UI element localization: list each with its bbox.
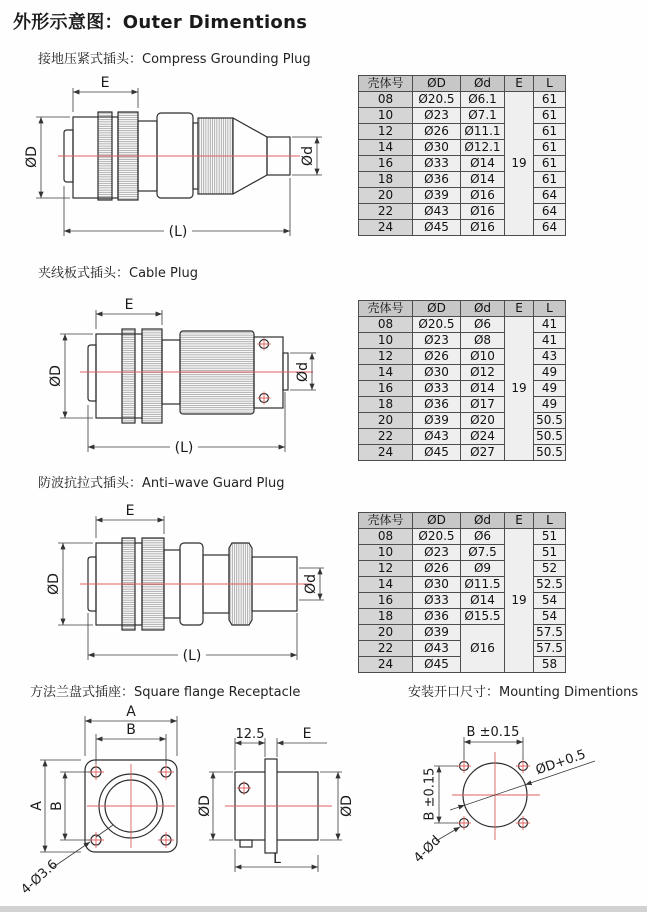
section-heading-antiwave: 防波抗拉式插头：Anti–wave Guard Plug [38,476,285,491]
table-header-cell: 壳体号 [359,301,413,317]
table-cell: Ø14 [461,172,505,188]
table-row [359,593,566,609]
table-cell: 19 [505,92,534,236]
table-cell: Ø24 [461,429,505,445]
table-row [359,561,566,577]
table-cell: Ø27 [461,445,505,461]
table-cell: 41 [534,333,566,349]
table-row [359,108,566,124]
table-cell: 49 [534,365,566,381]
table-header-cell: E [505,76,534,92]
table-cell: Ø7.1 [461,108,505,124]
table-header-cell: Ød [461,513,505,529]
dim-label-d: ØD+0.5 [533,747,588,779]
table-row [359,188,566,204]
table-row [359,317,566,333]
table-cell: Ø11.5 [461,577,505,593]
table-cell: Ø16 [461,188,505,204]
dim-label-d-left: ØD [197,795,213,817]
table-cell: 19 [505,529,534,673]
table-cell: 50.5 [534,413,566,429]
antiwave-plug-dimensions [58,516,324,660]
table-cell: Ø16 [461,625,505,673]
table-cell: 18 [359,172,413,188]
table-row [359,204,566,220]
table-cell: 12 [359,124,413,140]
table-cell: Ø43 [413,641,461,657]
mounting-drawing [400,700,647,910]
table-cell: Ø30 [413,577,461,593]
dim-label-mount-holes: 4-Ø3.6 [18,857,61,898]
cable-plug-drawing [20,290,350,465]
table-row [359,92,566,108]
table-header-cell: E [505,513,534,529]
table-cell: 61 [534,108,566,124]
table-cell: 50.5 [534,445,566,461]
table-cell: Ø14 [461,156,505,172]
table-row [359,140,566,156]
page-title: 外形示意图：Outer Dimentions [13,12,308,33]
table-cell: Ø26 [413,124,461,140]
table-cell: Ø20 [461,413,505,429]
table-cell: 24 [359,220,413,236]
dim-label-d-outer: ØD [48,365,64,387]
table-cell: 61 [534,140,566,156]
table-cell: 20 [359,625,413,641]
table-cell: 16 [359,381,413,397]
dim-label-d-inner: Ød [295,362,311,382]
table-cell: 08 [359,92,413,108]
table-cell: Ø14 [461,381,505,397]
table-cell: 19 [505,317,534,461]
table-row [359,413,566,429]
section-heading-mounting: 安装开口尺寸：Mounting Dimentions [408,685,639,700]
table-cell: 20 [359,413,413,429]
table-cell: 16 [359,593,413,609]
table-header-cell: E [505,301,534,317]
table-cell: Ø39 [413,188,461,204]
table-cell: Ø26 [413,561,461,577]
table-cell: 24 [359,445,413,461]
dim-label-e: E [302,726,312,742]
table-cell: Ø11.1 [461,124,505,140]
dim-label-l: L [273,851,281,867]
section-heading-flange: 方法兰盘式插座：Square flange Receptacle [30,685,301,700]
dim-label-holes: 4-Ød [411,833,444,866]
table-cell: 18 [359,397,413,413]
dim-label-a-left: A [29,801,45,811]
table-header-cell: 壳体号 [359,513,413,529]
table-cell: 14 [359,365,413,381]
table-cell: 14 [359,140,413,156]
table-cell: 57.5 [534,625,566,641]
table-cell: Ø8 [461,333,505,349]
table-cell: 64 [534,220,566,236]
table-cell: 64 [534,188,566,204]
table-cell: Ø43 [413,429,461,445]
flange-front-centerlines [87,764,175,848]
dim-label-l: (L) [168,224,188,240]
table-cell: 14 [359,577,413,593]
table-cell: 61 [534,156,566,172]
table-cell: Ø39 [413,625,461,641]
section-heading-compress: 接地压紧式插头：Compress Grounding Plug [38,52,311,67]
compress-plug-dimensions [36,88,322,236]
dim-label-d-outer: ØD [46,573,62,595]
table-cell: Ø17 [461,397,505,413]
flange-side-drawing [195,700,395,910]
table-cell: 24 [359,657,413,673]
table-cell: Ø33 [413,381,461,397]
table-cell: 57.5 [534,641,566,657]
table-header-cell: ØD [413,301,461,317]
table-cell: 22 [359,204,413,220]
table-row [359,172,566,188]
table-cell: 16 [359,156,413,172]
dim-label-d-inner: Ød [300,146,316,166]
table-cell: 54 [534,593,566,609]
table-cell: Ø39 [413,413,461,429]
table-cell: 54 [534,609,566,625]
dim-label-d-inner: Ød [303,574,319,594]
table-header-cell: Ød [461,301,505,317]
table-cell: 20 [359,188,413,204]
table-header-cell: Ød [461,76,505,92]
table-cell: Ø6.1 [461,92,505,108]
table-cell: Ø30 [413,365,461,381]
table-cell: Ø36 [413,609,461,625]
table-cell: Ø23 [413,108,461,124]
table-cell: Ø23 [413,545,461,561]
dim-label-b-left: B [49,801,65,811]
table-cell: 51 [534,529,566,545]
table-cell: 61 [534,124,566,140]
mounting-outline [460,762,528,828]
table-header-cell: ØD [413,76,461,92]
dim-label-e: E [125,503,135,519]
table-cell: Ø12 [461,365,505,381]
table-cell: Ø26 [413,349,461,365]
table-header-cell: L [534,513,566,529]
table-cell: 58 [534,657,566,673]
table-cell: Ø30 [413,140,461,156]
table-cell: Ø45 [413,657,461,673]
compress-table [358,75,566,236]
table-cell: 18 [359,609,413,625]
table-row [359,333,566,349]
table-cell: Ø33 [413,593,461,609]
dim-label-b-top: B ±0.15 [466,725,520,740]
table-cell: Ø7.5 [461,545,505,561]
table-cell: 61 [534,172,566,188]
dim-label-e: E [100,75,110,91]
table-cell: 12 [359,349,413,365]
antiwave-plug-drawing [20,500,350,680]
table-row [359,625,566,641]
table-cell: Ø23 [413,333,461,349]
table-cell: 41 [534,317,566,333]
table-cell: Ø36 [413,397,461,413]
table-cell: 12 [359,561,413,577]
dim-label-offset: 12.5 [235,727,265,742]
table-cell: Ø6 [461,317,505,333]
cable-plug-outline [88,329,288,423]
table-cell: Ø45 [413,445,461,461]
dim-label-l: (L) [174,440,194,456]
dim-label-a-top: A [126,704,136,720]
dim-label-d-right: ØD [339,795,355,817]
table-cell: 10 [359,545,413,561]
table-cell: Ø16 [461,220,505,236]
table-cell: Ø14 [461,593,505,609]
dim-label-e: E [124,297,134,313]
table-row [359,156,566,172]
table-cell: 50.5 [534,429,566,445]
table-cell: Ø6 [461,529,505,545]
cable-table [358,300,566,461]
table-cell: Ø10 [461,349,505,365]
table-cell: Ø12.1 [461,140,505,156]
table-cell: Ø43 [413,204,461,220]
antiwave-table [358,512,566,673]
table-row [359,365,566,381]
table-header-cell: L [534,76,566,92]
dim-label-b-left: B ±0.15 [422,767,438,821]
table-cell: 22 [359,641,413,657]
table-cell: Ø15.5 [461,609,505,625]
section-heading-cable: 夹线板式插头：Cable Plug [38,266,198,281]
table-cell: Ø20.5 [413,92,461,108]
table-row [359,609,566,625]
table-row [359,349,566,365]
table-cell: 61 [534,92,566,108]
table-cell: 22 [359,429,413,445]
dim-label-d-outer: ØD [24,146,40,168]
table-cell: 52 [534,561,566,577]
table-cell: 49 [534,397,566,413]
table-cell: Ø16 [461,204,505,220]
table-cell: 08 [359,529,413,545]
dim-label-l: (L) [182,648,202,664]
screw-crosses [258,338,271,405]
page-bottom-edge [0,906,647,912]
table-row [359,220,566,236]
table-cell: 52.5 [534,577,566,593]
table-cell: 08 [359,317,413,333]
table-header-cell: 壳体号 [359,76,413,92]
table-cell: Ø36 [413,172,461,188]
table-row [359,529,566,545]
table-row [359,124,566,140]
table-row [359,445,566,461]
flange-front-drawing [20,700,220,910]
table-cell: 49 [534,381,566,397]
compress-plug-drawing [20,68,350,243]
table-header-cell: L [534,301,566,317]
table-row [359,577,566,593]
table-header-cell: ØD [413,513,461,529]
table-cell: Ø9 [461,561,505,577]
table-cell: Ø45 [413,220,461,236]
table-cell: Ø20.5 [413,317,461,333]
table-row [359,545,566,561]
dim-label-b-top: B [126,722,136,738]
table-row [359,397,566,413]
table-row [359,381,566,397]
table-cell: Ø33 [413,156,461,172]
table-cell: 43 [534,349,566,365]
table-cell: 64 [534,204,566,220]
table-cell: 51 [534,545,566,561]
table-cell: 10 [359,108,413,124]
table-row [359,429,566,445]
table-cell: Ø20.5 [413,529,461,545]
table-cell: 10 [359,333,413,349]
